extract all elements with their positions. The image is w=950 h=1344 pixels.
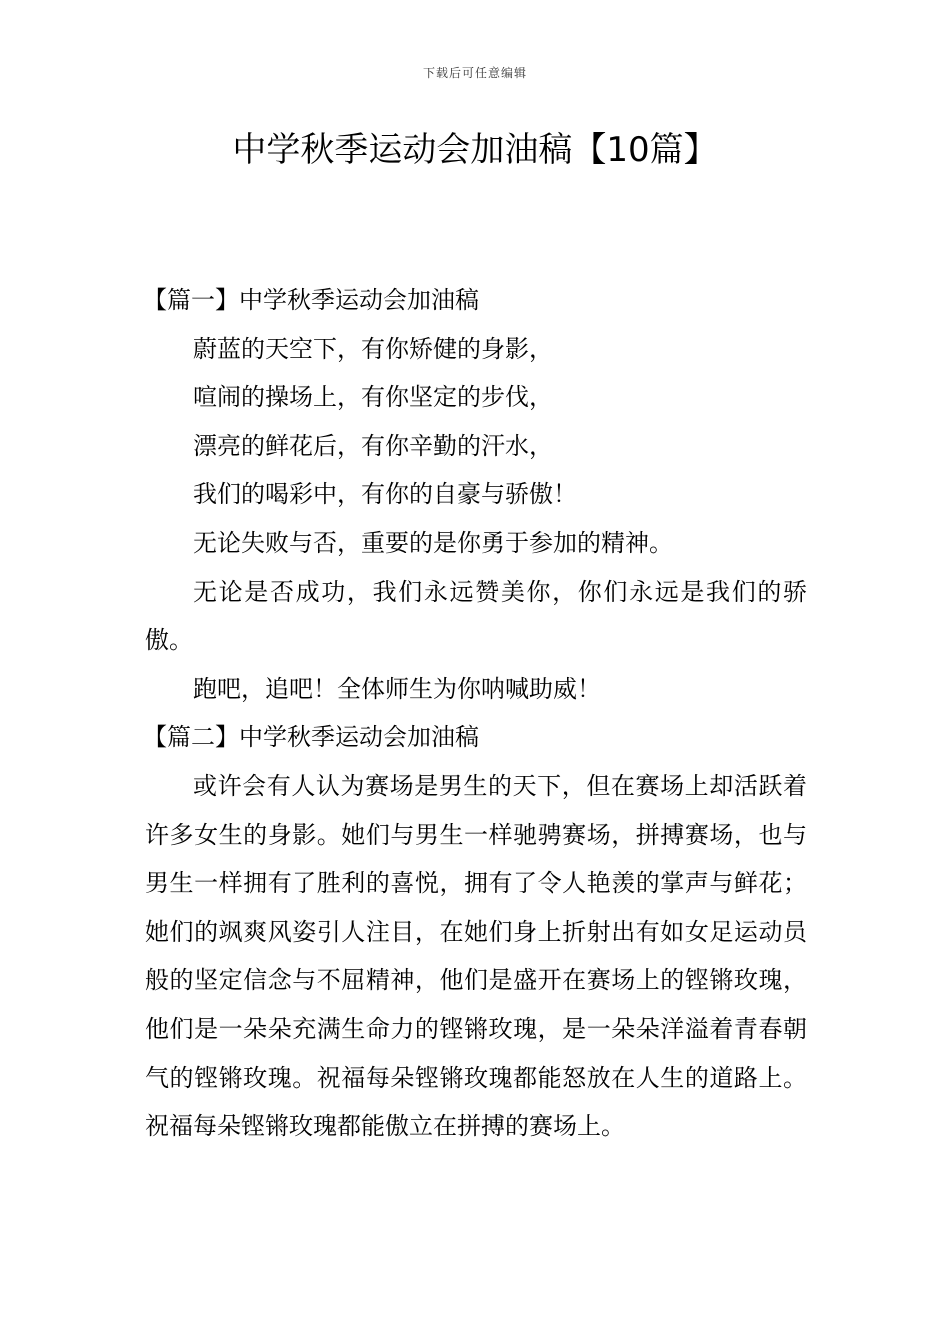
document-body: [145, 276, 807, 1151]
closing-line: 跑吧，追吧！全体师生为你呐喊助威！: [193, 674, 601, 703]
poem-line: 无论失败与否，重要的是你勇于参加的精神。: [193, 528, 673, 557]
poem-line: 蔚蓝的天空下，有你矫健的身影，: [193, 334, 553, 363]
poem-line: 喧闹的操场上，有你坚定的步伐，: [193, 383, 553, 412]
body-paragraph: 或许会有人认为赛场是男生的天下，但在赛场上却活跃着许多女生的身影。她们与男生一样驰骋赛场，拼搏赛场，也与男生一样拥有了胜利的喜悦，拥有了令人艳羡的掌声与鲜花；她们的飒爽风姿引人注目，在她们身上折射出有如女足运动员般的坚定信念与不屈精神，他们是盛开在赛场上的铿锵玫瑰，他们是一朵朵充满生命力的铿锵玫瑰，是一朵朵洋溢着青春朝气的铿锵玫瑰。祝福每朵铿锵玫瑰都能怒放在人生的道路上。祝福每朵铿锵玫瑰都能傲立在拼搏的赛场上。: [145, 771, 807, 1141]
poem-line: 我们的喝彩中，有你的自豪与骄傲！: [193, 480, 577, 509]
section-heading: 【篇二】中学秋季运动会加油稿: [143, 723, 479, 752]
section-heading: 【篇一】中学秋季运动会加油稿: [143, 286, 479, 314]
poem-line: 漂亮的鲜花后，有你辛勤的汗水，: [193, 431, 553, 460]
body-paragraph: 无论是否成功，我们永远赞美你，你们永远是我们的骄傲。: [145, 577, 807, 655]
document-title: 中学秋季运动会加油稿【10篇】: [232, 130, 718, 170]
page-header-note: 下载后可任意编辑: [422, 66, 527, 80]
